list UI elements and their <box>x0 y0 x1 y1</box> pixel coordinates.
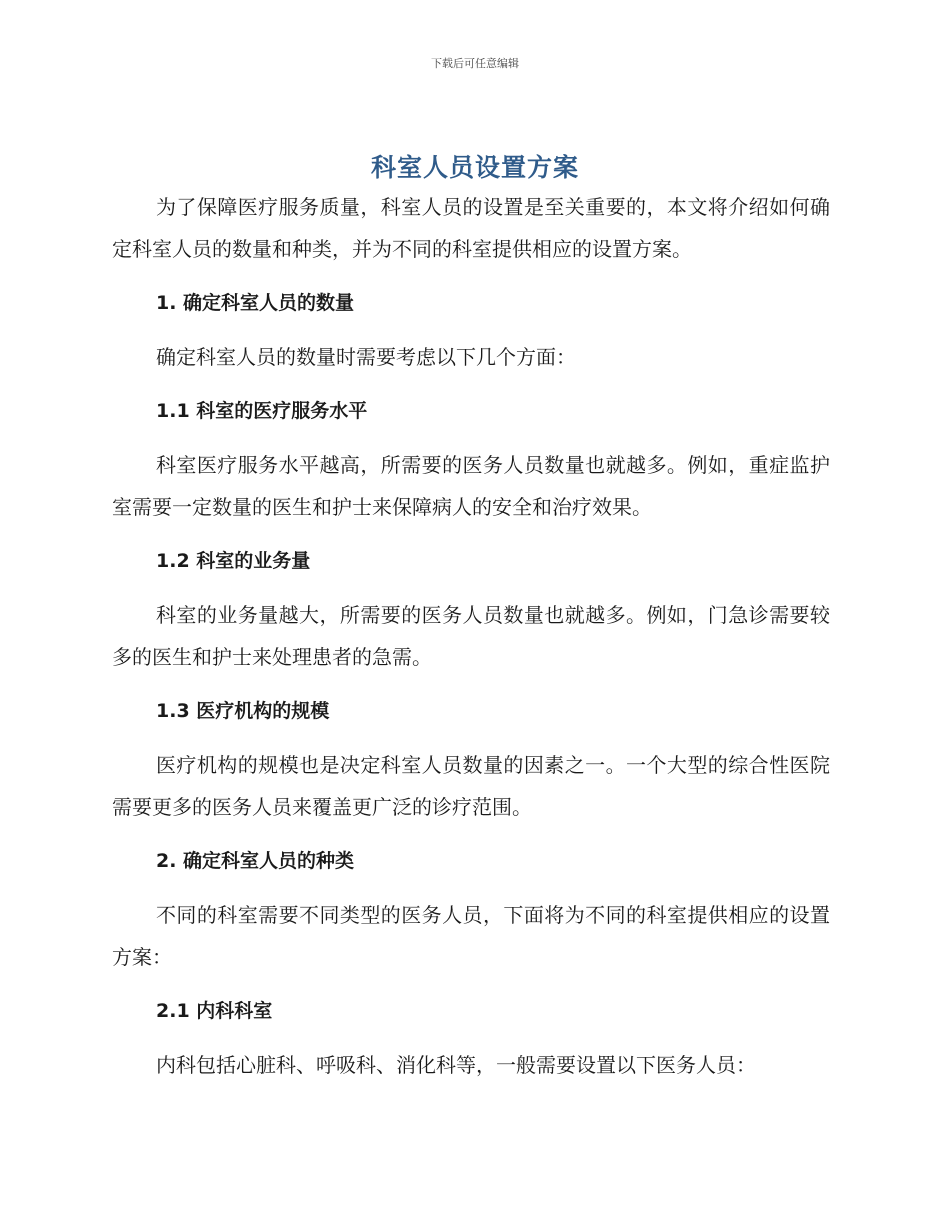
heading-section-1-2: 1.2 科室的业务量 <box>156 550 311 572</box>
heading-section-2-1: 2.1 内科科室 <box>156 1000 273 1022</box>
heading-section-2: 2. 确定科室人员的种类 <box>156 850 355 872</box>
header-note: 下载后可任意编辑 <box>431 57 519 70</box>
paragraph-intro: 为了保障医疗服务质量，科室人员的设置是至关重要的，本文将介绍如何确定科室人员的数量和种类，并为不同的科室提供相应的设置方案。 <box>112 195 830 261</box>
paragraph-section-2: 不同的科室需要不同类型的医务人员，下面将为不同的科室提供相应的设置方案： <box>112 903 830 969</box>
heading-section-1-1: 1.1 科室的医疗服务水平 <box>156 400 368 422</box>
document-body <box>112 186 830 1098</box>
paragraph-section-1-3: 医疗机构的规模也是决定科室人员数量的因素之一。一个大型的综合性医院需要更多的医务人员来覆盖更广泛的诊疗范围。 <box>112 753 830 819</box>
paragraph-section-2-1: 内科包括心脏科、呼吸科、消化科等，一般需要设置以下医务人员： <box>156 1053 756 1077</box>
paragraph-section-1: 确定科室人员的数量时需要考虑以下几个方面： <box>156 345 576 369</box>
paragraph-section-1-2: 科室的业务量越大，所需要的医务人员数量也就越多。例如，门急诊需要较多的医生和护士来处理患者的急需。 <box>112 603 830 669</box>
paragraph-section-1-1: 科室医疗服务水平越高，所需要的医务人员数量也就越多。例如，重症监护室需要一定数量的医生和护士来保障病人的安全和治疗效果。 <box>112 453 830 519</box>
heading-section-1-3: 1.3 医疗机构的规模 <box>156 700 330 722</box>
heading-section-1: 1. 确定科室人员的数量 <box>156 292 355 314</box>
document-title: 科室人员设置方案 <box>370 153 579 182</box>
